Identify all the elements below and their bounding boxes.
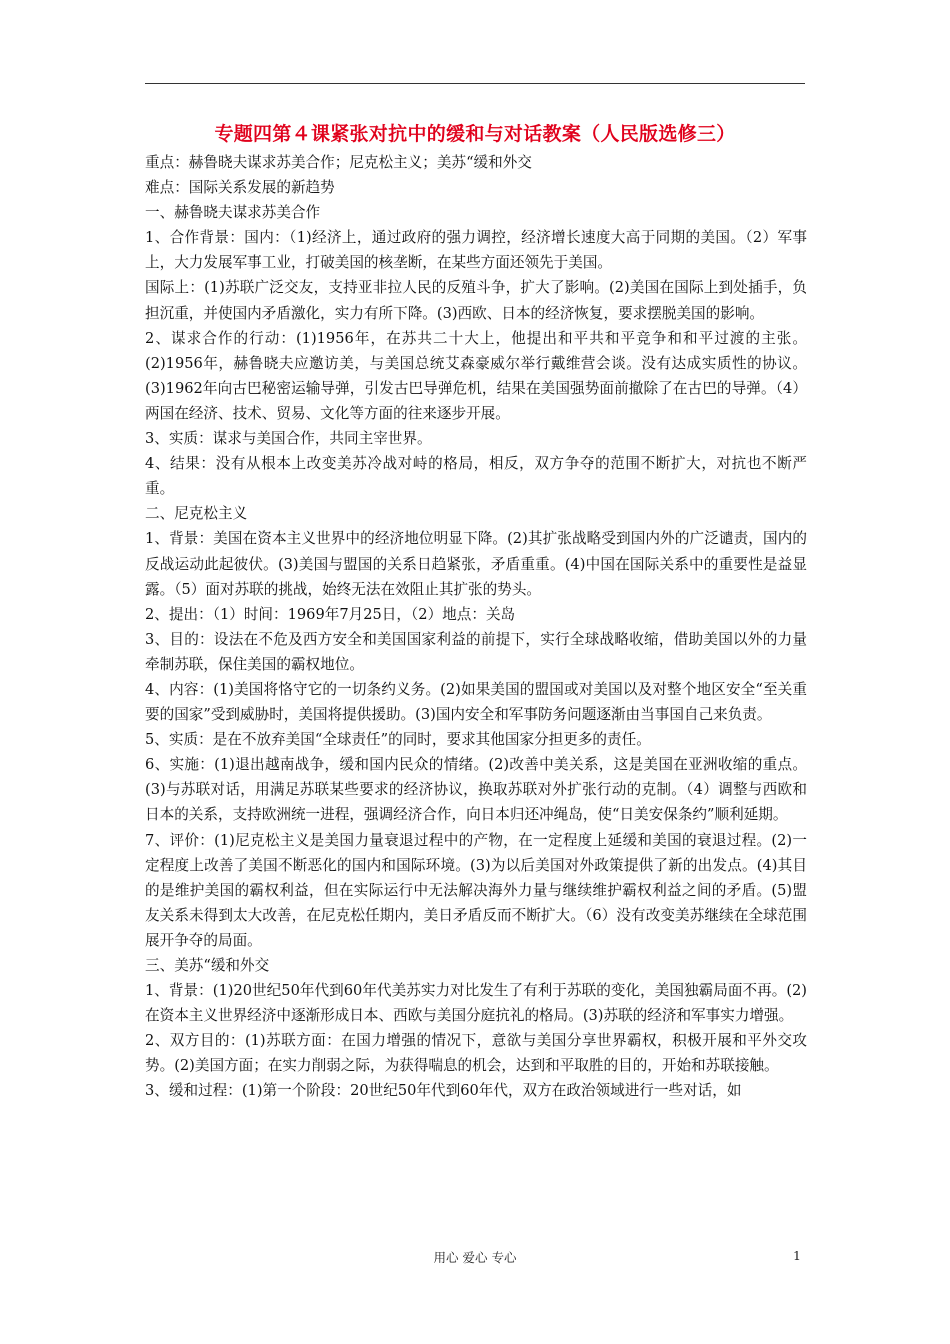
paragraph: 3、实质：谋求与美国合作，共同主宰世界。 xyxy=(145,430,432,448)
paragraph: 二、尼克松主义 xyxy=(145,505,248,523)
paragraph: 国际上：(1)苏联广泛交友，支持亚非拉人民的反殖斗争，扩大了影响。(2)美国在国际上到处插手，负担沉重，并使国内矛盾激化，实力有所下降。(3)西欧、日本的经济恢复，要求摆脱美国的影响。 xyxy=(145,279,807,322)
paragraph: 1、合作背景：国内：（1)经济上，通过政府的强力调控，经济增长速度大高于同期的美国。（2）军事上，大力发展军事工业，打破美国的核垄断，在某些方面还领先于美国。 xyxy=(145,229,807,272)
paragraph: 2、谋求合作的行动：(1)1956年，在苏共二十大上，他提出和平共和平竞争和和平过渡的主张。(2)1956年，赫鲁晓夫应邀访美，与美国总统艾森豪威尔举行戴维营会谈。没有达成实质性的协议。(3)1962年向古巴秘密运输导弹，引发古巴导弹危机，结果在美国强势面前撤除了在古巴的导弹。（4）两国在经济、技术、贸易、文化等方面的往来逐步开展。 xyxy=(145,329,807,422)
page-number: 1 xyxy=(793,1248,801,1263)
paragraph: 6、实施：(1)退出越南战争，缓和国内民众的情绪。(2)改善中美关系，这是美国在亚洲收缩的重点。(3)与苏联对话，用满足苏联某些要求的经济协议，换取苏联对外扩张行动的克制。（4）调整与西欧和日本的关系，支持欧洲统一进程，强调经济合作，向日本归还冲绳岛，使“日美安保条约”顺利延期。 xyxy=(145,756,807,824)
footer-text: 用心 爱心 专心 xyxy=(433,1250,517,1265)
paragraph: 7、评价：(1)尼克松主义是美国力量衰退过程中的产物，在一定程度上延缓和美国的衰退过程。(2)一定程度上改善了美国不断恶化的国内和国际环境。(3)为以后美国对外政策提供了新的出发点。(4)其目的是维护美国的霸权利益，但在实际运行中无法解决海外力量与继续维护霸权利益之间的矛盾。(5)盟友关系未得到太大改善，在尼克松任期内，美日矛盾反而不断扩大。（6）没有改变美苏继续在全球范围展开争夺的局面。 xyxy=(145,831,807,949)
header-rule xyxy=(145,83,805,84)
paragraph: 2、双方目的：(1)苏联方面：在国力增强的情况下，意欲与美国分享世界霸权，积极开展和平外交攻势。(2)美国方面；在实力削弱之际，为获得喘息的机会，达到和平取胜的目的，开始和苏联接触。 xyxy=(145,1032,807,1075)
paragraph: 一、赫鲁晓夫谋求苏美合作 xyxy=(145,204,321,222)
paragraph: 4、内容：(1)美国将恪守它的一切条约义务。(2)如果美国的盟国或对美国以及对整个地区安全“至关重要的国家”受到威胁时，美国将提供援助。(3)国内安全和军事防务问题逐渐由当事国自己来负责。 xyxy=(145,680,807,724)
document-title: 专题四第４课紧张对抗中的缓和与对话教案（人民版选修三） xyxy=(214,123,736,145)
paragraph: 5、实质：是在不放弃美国“全球责任”的同时，要求其他国家分担更多的责任。 xyxy=(145,731,651,749)
paragraph: 3、缓和过程：(1)第一个阶段：20世纪50年代到60年代，双方在政治领域进行一些对话，如 xyxy=(145,1082,742,1100)
paragraph: 1、背景：(1)20世纪50年代到60年代美苏实力对比发生了有利于苏联的变化，美国独霸局面不再。(2)在资本主义世界经济中逐渐形成日本、西欧与美国分庭抗礼的格局。(3)苏联的经济和军事实力增强。 xyxy=(145,982,807,1025)
paragraph: 1、背景：美国在资本主义世界中的经济地位明显下降。(2)其扩张战略受到国内外的广泛谴责，国内的反战运动此起彼伏。(3)美国与盟国的关系日趋紧张，矛盾重重。(4)中国在国际关系中的重要性是益显露。（5）面对苏联的挑战，始终无法在效阻止其扩张的势头。 xyxy=(145,530,807,598)
paragraph: 4、结果：没有从根本上改变美苏冷战对峙的格局，相反，双方争夺的范围不断扩大，对抗也不断严重。 xyxy=(145,455,807,498)
paragraph: 难点：国际关系发展的新趋势 xyxy=(145,179,335,197)
document-body xyxy=(145,150,807,1104)
paragraph: 2、提出：（1）时间：1969年7月25日，（2）地点：关岛 xyxy=(145,605,516,623)
paragraph: 3、目的：设法在不危及西方安全和美国国家利益的前提下，实行全球战略收缩，借助美国以外的力量牵制苏联，保住美国的霸权地位。 xyxy=(145,630,807,673)
paragraph: 三、美苏“缓和外交 xyxy=(145,957,270,974)
paragraph: 重点：赫鲁晓夫谋求苏美合作；尼克松主义；美苏“缓和外交 xyxy=(145,154,532,171)
